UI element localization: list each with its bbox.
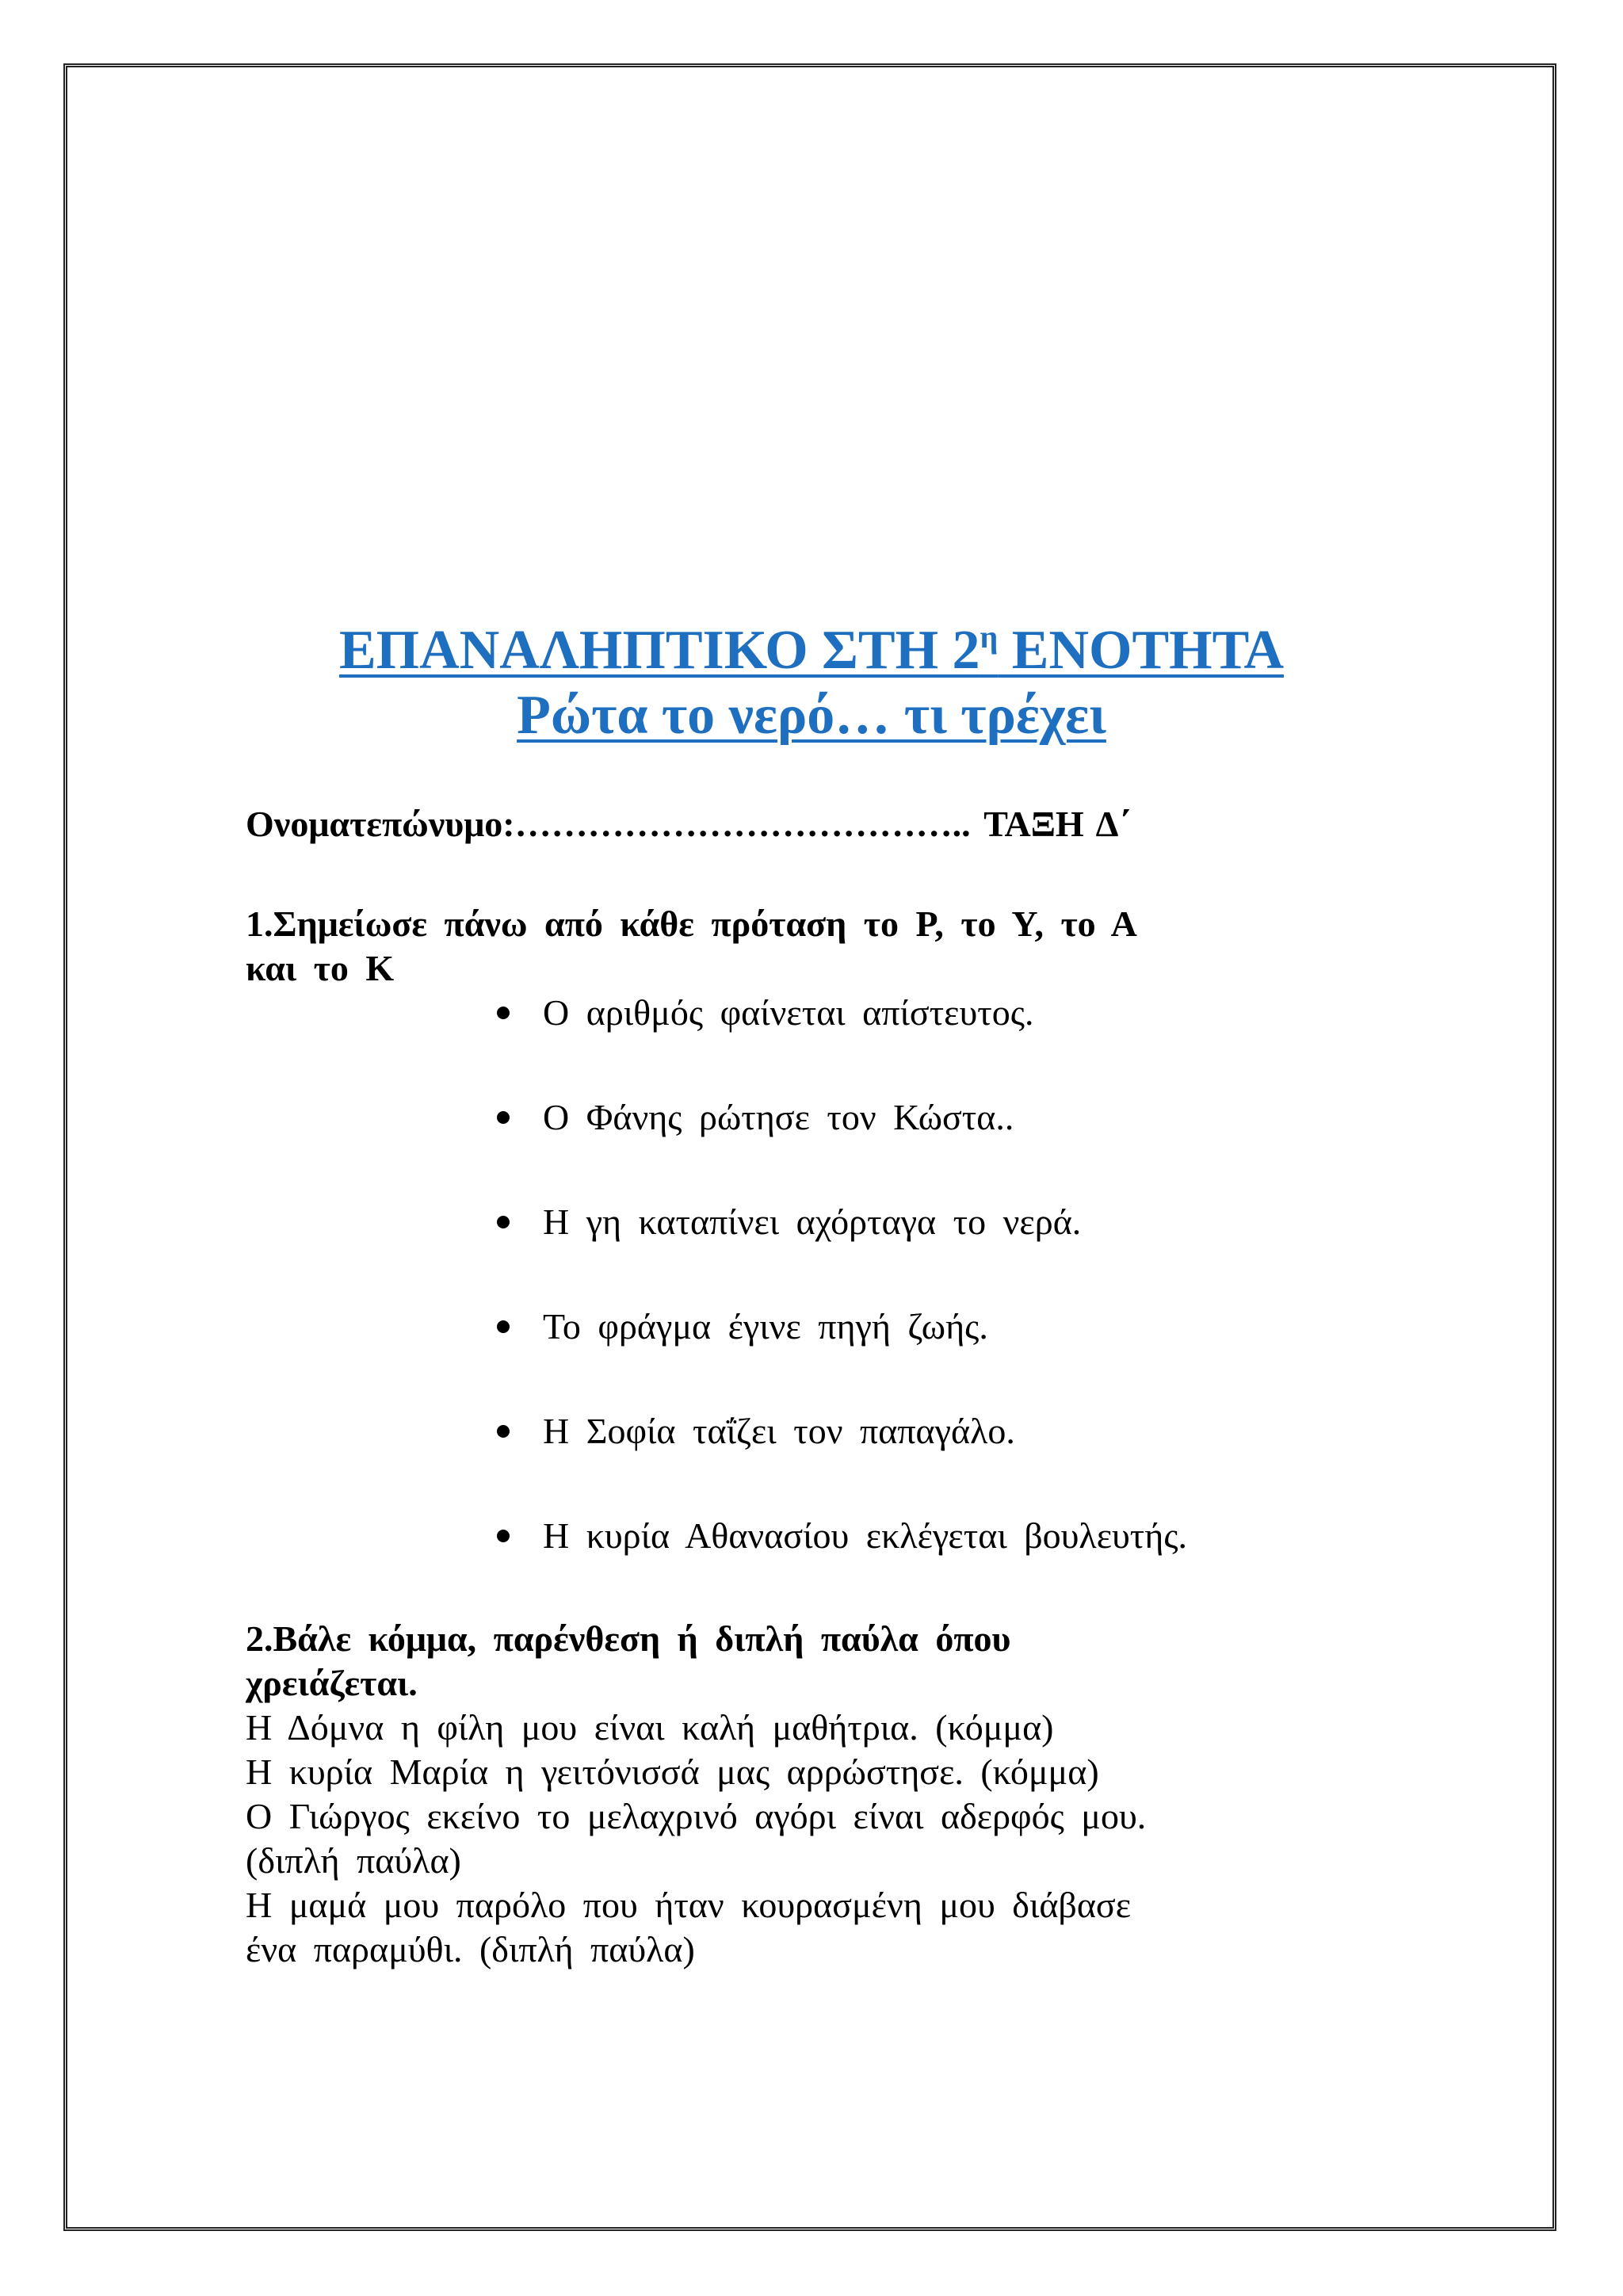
title-line-2 [0,683,1623,748]
question-2-heading-line-1: 2.Βάλε κόμμα, παρένθεση ή διπλή παύλα όπου [246,1618,1011,1659]
title-block [0,618,1623,748]
bullet-icon [497,1320,510,1333]
bullet-icon [497,1425,510,1438]
question-1-heading-line-2: και το Κ [246,948,395,988]
title-line-1-text: ΕΠΑΝΑΛΗΠΤΙΚΟ ΣΤΗ 2 [338,620,980,681]
worksheet-content [246,793,1339,1972]
question-1-list [246,991,1339,1558]
list-item-text: Η κυρία Αθανασίου εκλέγεται βουλευτής. [543,1515,1188,1556]
question-1-heading [246,902,1339,991]
list-item [483,1095,1339,1140]
question-2-heading [246,1617,1339,1706]
bullet-icon [497,1111,510,1124]
list-item [483,1305,1339,1349]
question-2-heading-line-2: χρειάζεται. [246,1663,418,1703]
sentence-line: (διπλή παύλα) [246,1840,461,1881]
sentence-line: Η κυρία Μαρία η γειτόνισσά μας αρρώστησε. (κόμμα) [246,1752,1099,1792]
name-line: Ονοματεπώνυμο:……………………………….. ΤΑΞΗ Δ΄ [246,804,1131,844]
bullet-icon [497,1007,510,1019]
sentence-line: ένα παραμύθι. (διπλή παύλα) [246,1929,695,1969]
list-item-text: Η Σοφία ταΐζει τον παπαγάλο. [543,1411,1015,1451]
title-line-2-text: Ρώτα το νερό… τι τρέχει [517,685,1106,746]
list-item [483,1514,1339,1558]
question-1-heading-line-1: 1.Σημείωσε πάνω από κάθε πρόταση το Ρ, το Υ, το Α [246,904,1137,944]
sentence-line: Η μαμά μου παρόλο που ήταν κουρασμένη μου διάβασε [246,1885,1132,1925]
title-line-1-suffix: ΕΝΟΤΗΤΑ [998,620,1285,681]
list-item [483,1409,1339,1454]
list-item-text: Η γη καταπίνει αχόρταγα το νερά. [543,1201,1082,1242]
bullet-icon [497,1216,510,1228]
list-item-text: Το φράγμα έγινε πηγή ζωής. [543,1306,988,1347]
sentence-line: Ο Γιώργος εκείνο το μελαχρινό αγόρι είναι αδερφός μου. [246,1796,1147,1836]
title-superscript: η [980,619,999,655]
list-item [483,1200,1339,1244]
title-line-1 [0,618,1623,683]
list-item [483,991,1339,1035]
list-item-text: Ο αριθμός φαίνεται απίστευτος. [543,992,1034,1033]
bullet-icon [497,1530,510,1542]
list-item-text: Ο Φάνης ρώτησε τον Κώστα.. [543,1097,1014,1137]
sentence-line: Η Δόμνα η φίλη μου είναι καλή μαθήτρια. (κόμμα) [246,1707,1054,1748]
question-2-sentences [246,1706,1339,1972]
